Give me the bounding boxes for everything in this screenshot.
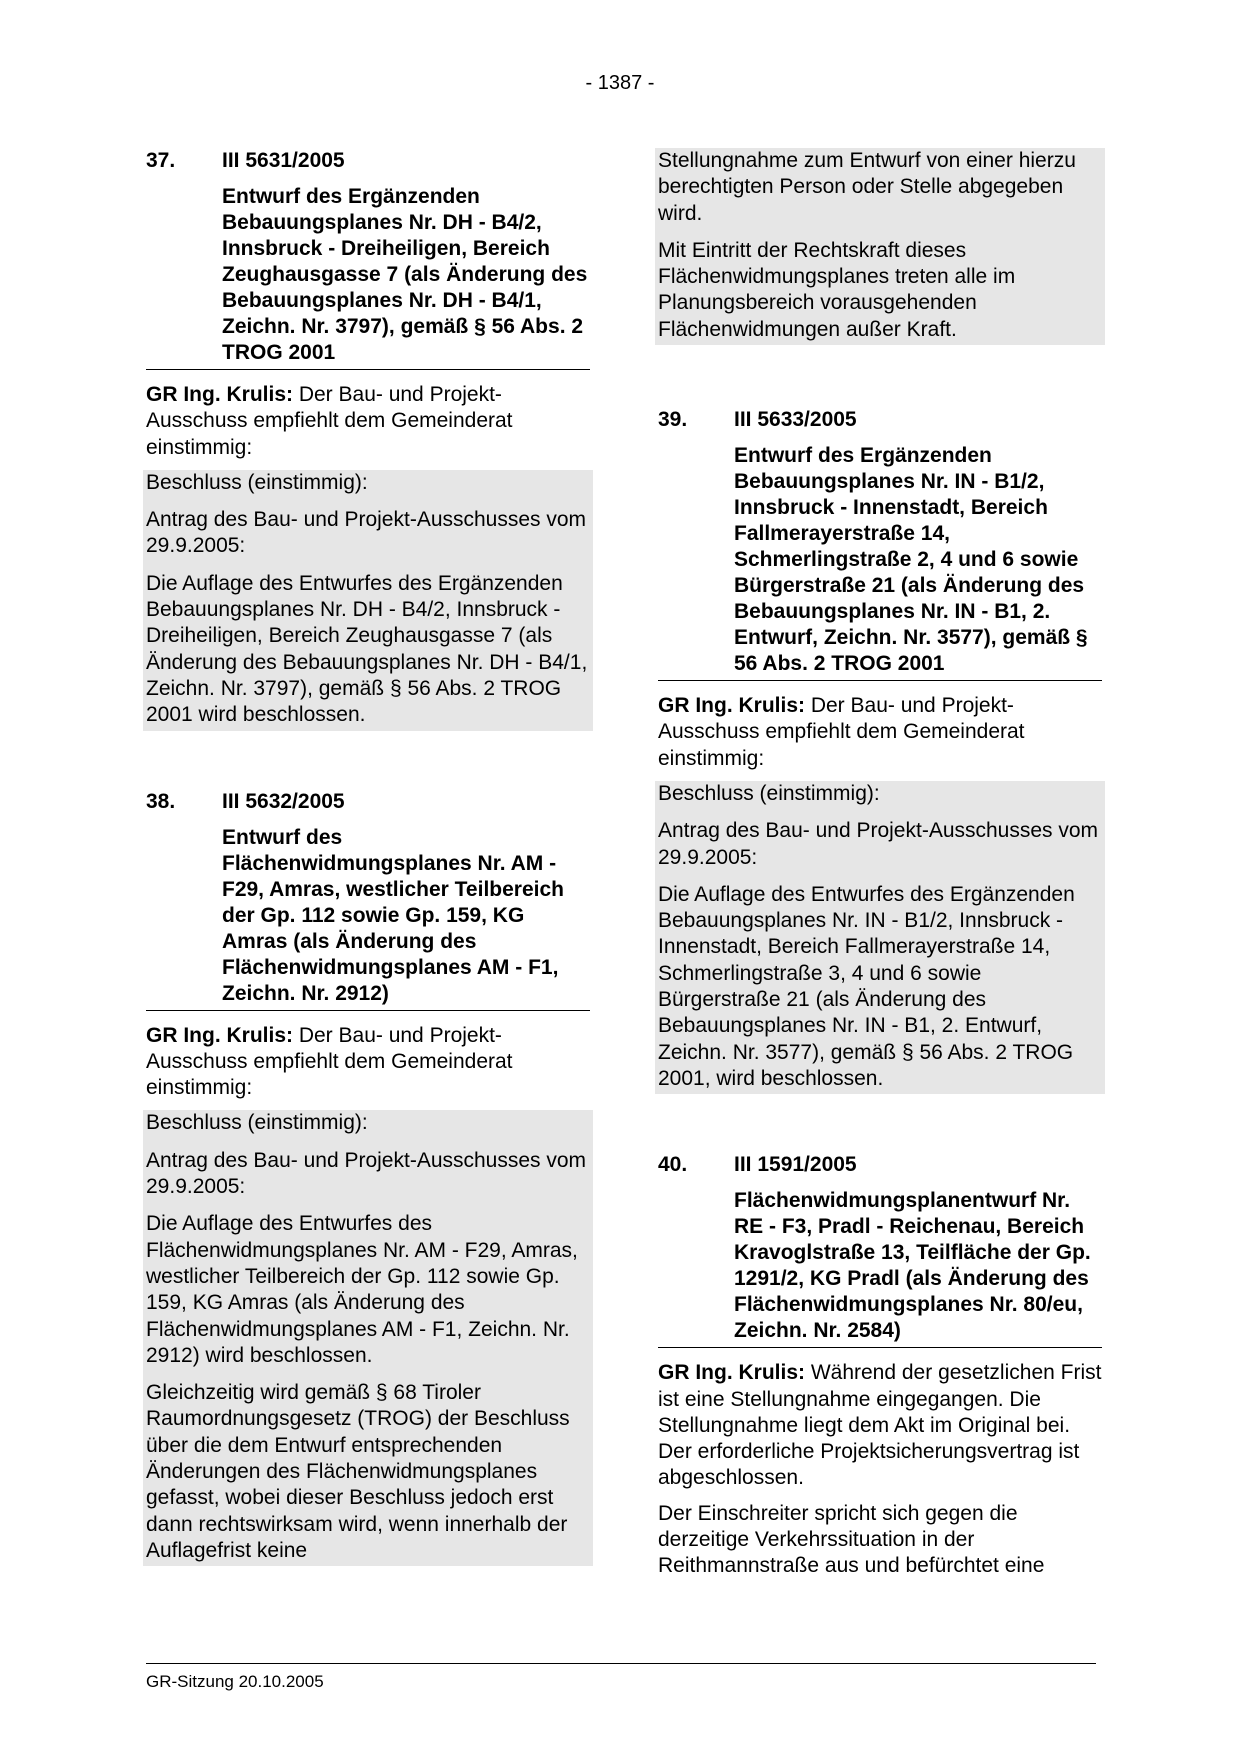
agenda-item-39 bbox=[658, 407, 1102, 1094]
item-title: Entwurf des Ergänzenden Bebauungsplanes Nr. DH - B4/2, Innsbruck - Dreiheiligen, Bereich Zeughausgasse 7 (als Änderung des Bebauungsplanes Nr. DH - B4/1, Zeichn. Nr. 3797), gemäß § 56 Abs. 2 TROG 2001 bbox=[146, 184, 590, 370]
speaker-text: Der Bau- und Projekt-Ausschuss empfiehlt dem Gemeinderat einstimmig: bbox=[658, 694, 1025, 770]
item-reference: III 5632/2005 bbox=[222, 789, 345, 813]
item-title: Entwurf des Ergänzenden Bebauungsplanes Nr. IN - B1/2, Innsbruck - Innenstadt, Bereich Fallmerayerstraße 14, Schmerlingstraße 2, 4 und 6 sowie Bürgerstraße 21 (als Änderung des Bebauungsplanes Nr. IN - B1, 2. Entwurf, Zeichn. Nr. 3577), gemäß § 56 Abs. 2 TROG 2001 bbox=[658, 443, 1102, 681]
speaker-text: Der Bau- und Projekt-Ausschuss empfiehlt dem Gemeinderat einstimmig: bbox=[146, 1023, 513, 1100]
item-heading bbox=[658, 1152, 1102, 1178]
resolution-continued: Stellungnahme zum Entwurf von einer hierzu berechtigten Person oder Stelle abgegeben wird. bbox=[658, 149, 1076, 225]
resolution-body: Die Auflage des Entwurfes des Ergänzenden Bebauungsplanes Nr. DH - B4/2, Innsbruck - Dreiheiligen, Bereich Zeughausgasse 7 (als Änderung des Bebauungsplanes Nr. DH - B4/1, Zeichn. Nr. 3797), gemäß § 56 Abs. 2 TROG 2001 wird beschlossen. bbox=[146, 571, 588, 727]
footer-divider bbox=[146, 1663, 1096, 1664]
item-reference: III 5633/2005 bbox=[734, 408, 857, 432]
resolution-body: Die Auflage des Entwurfes des Ergänzenden Bebauungsplanes Nr. IN - B1/2, Innsbruck - Innenstadt, Bereich Fallmerayerstraße 14, Schmerlingstraße 3, 4 und 6 sowie Bürgerstraße 21 (als Änderung des Bebauungsplanes Nr. IN - B1, 2. Entwurf, Zeichn. Nr. 3577), gemäß § 56 Abs. 2 TROG 2001, wird beschlossen. bbox=[658, 882, 1075, 1090]
item-number: 37. bbox=[146, 149, 176, 172]
resolution-block bbox=[143, 470, 593, 731]
resolution-block-continued bbox=[655, 148, 1105, 345]
motion-text: Antrag des Bau- und Projekt-Ausschusses vom 29.9.2005: bbox=[658, 819, 1099, 869]
item-number: 40. bbox=[658, 1153, 688, 1177]
speaker-name: GR Ing. Krulis: bbox=[146, 383, 293, 406]
item-title: Flächenwidmungsplanentwurf Nr. RE - F3, Pradl - Reichenau, Bereich Kravoglstraße 13, Teilfläche der Gp. 1291/2, KG Pradl (als Änderung des Flächenwidmungsplanes Nr. 80/eu, Zeichn. Nr. 2584) bbox=[658, 1188, 1102, 1348]
speaker-paragraph bbox=[658, 1360, 1102, 1491]
agenda-item-37 bbox=[146, 148, 590, 731]
agenda-item-38 bbox=[146, 789, 590, 1567]
speaker-paragraph bbox=[146, 382, 590, 461]
motion-text: Antrag des Bau- und Projekt-Ausschusses vom 29.9.2005: bbox=[146, 1148, 587, 1199]
item-heading bbox=[146, 148, 590, 174]
left-column bbox=[146, 148, 590, 1566]
item-heading bbox=[658, 407, 1102, 433]
speaker-paragraph bbox=[146, 1023, 590, 1102]
body-paragraph: Der Einschreiter spricht sich gegen die derzeitige Verkehrssituation in der Reithmannstraße aus und befürchtet eine bbox=[658, 1501, 1045, 1578]
agenda-item-40 bbox=[658, 1152, 1102, 1579]
item-heading bbox=[146, 789, 590, 815]
resolution-body: Die Auflage des Entwurfes des Flächenwidmungsplanes Nr. AM - F29, Amras, westlicher Teilbereich der Gp. 112 sowie Gp. 159, KG Amras (als Änderung des Flächenwidmungsplanes AM - F1, Zeichn. Nr. 2912) wird beschlossen. bbox=[146, 1212, 578, 1367]
resolution-body-2: Gleichzeitig wird gemäß § 68 Tiroler Raumordnungsgesetz (TROG) der Beschluss über die dem Entwurf entsprechenden Änderungen des Flächenwidmungsplanes gefasst, wobei dieser Beschluss jedoch erst dann rechtswirksam wird, wenn innerhalb der Auflagefrist keine bbox=[146, 1381, 570, 1562]
motion-text: Antrag des Bau- und Projekt-Ausschusses vom 29.9.2005: bbox=[146, 508, 587, 558]
item-reference: III 1591/2005 bbox=[734, 1153, 857, 1177]
right-column bbox=[658, 148, 1102, 1589]
resolution-label: Beschluss (einstimmig): bbox=[146, 470, 368, 494]
item-reference: III 5631/2005 bbox=[222, 149, 345, 172]
speaker-name: GR Ing. Krulis: bbox=[146, 1023, 293, 1047]
page-number: - 1387 - bbox=[585, 72, 655, 94]
speaker-text: Während der gesetzlichen Frist ist eine Stellungnahme eingegangen. Die Stellungnahme liegt dem Akt im Original bei. Der erforderliche Projektsicherungsvertrag ist abgeschlossen. bbox=[658, 1361, 1102, 1490]
item-title: Entwurf des Flächenwidmungsplanes Nr. AM - F29, Amras, westlicher Teilbereich der Gp. 112 sowie Gp. 159, KG Amras (als Änderung des Flächenwidmungsplanes AM - F1, Zeichn. Nr. 2912) bbox=[146, 825, 590, 1011]
resolution-block bbox=[655, 781, 1105, 1094]
item-number: 39. bbox=[658, 408, 688, 432]
speaker-paragraph bbox=[658, 693, 1102, 772]
footer-session-date: GR-Sitzung 20.10.2005 bbox=[146, 1672, 324, 1691]
speaker-name: GR Ing. Krulis: bbox=[658, 694, 805, 718]
resolution-block bbox=[143, 1110, 593, 1566]
speaker-name: GR Ing. Krulis: bbox=[658, 1361, 805, 1385]
speaker-text: Der Bau- und Projekt-Ausschuss empfiehlt dem Gemeinderat einstimmig: bbox=[146, 383, 513, 459]
item-number: 38. bbox=[146, 789, 176, 813]
resolution-label: Beschluss (einstimmig): bbox=[658, 781, 880, 805]
resolution-label: Beschluss (einstimmig): bbox=[146, 1111, 368, 1135]
resolution-body-3: Mit Eintritt der Rechtskraft dieses Flächenwidmungsplanes treten alle im Planungsbereich vorausgehenden Flächenwidmungen außer Kraft. bbox=[658, 238, 1016, 341]
